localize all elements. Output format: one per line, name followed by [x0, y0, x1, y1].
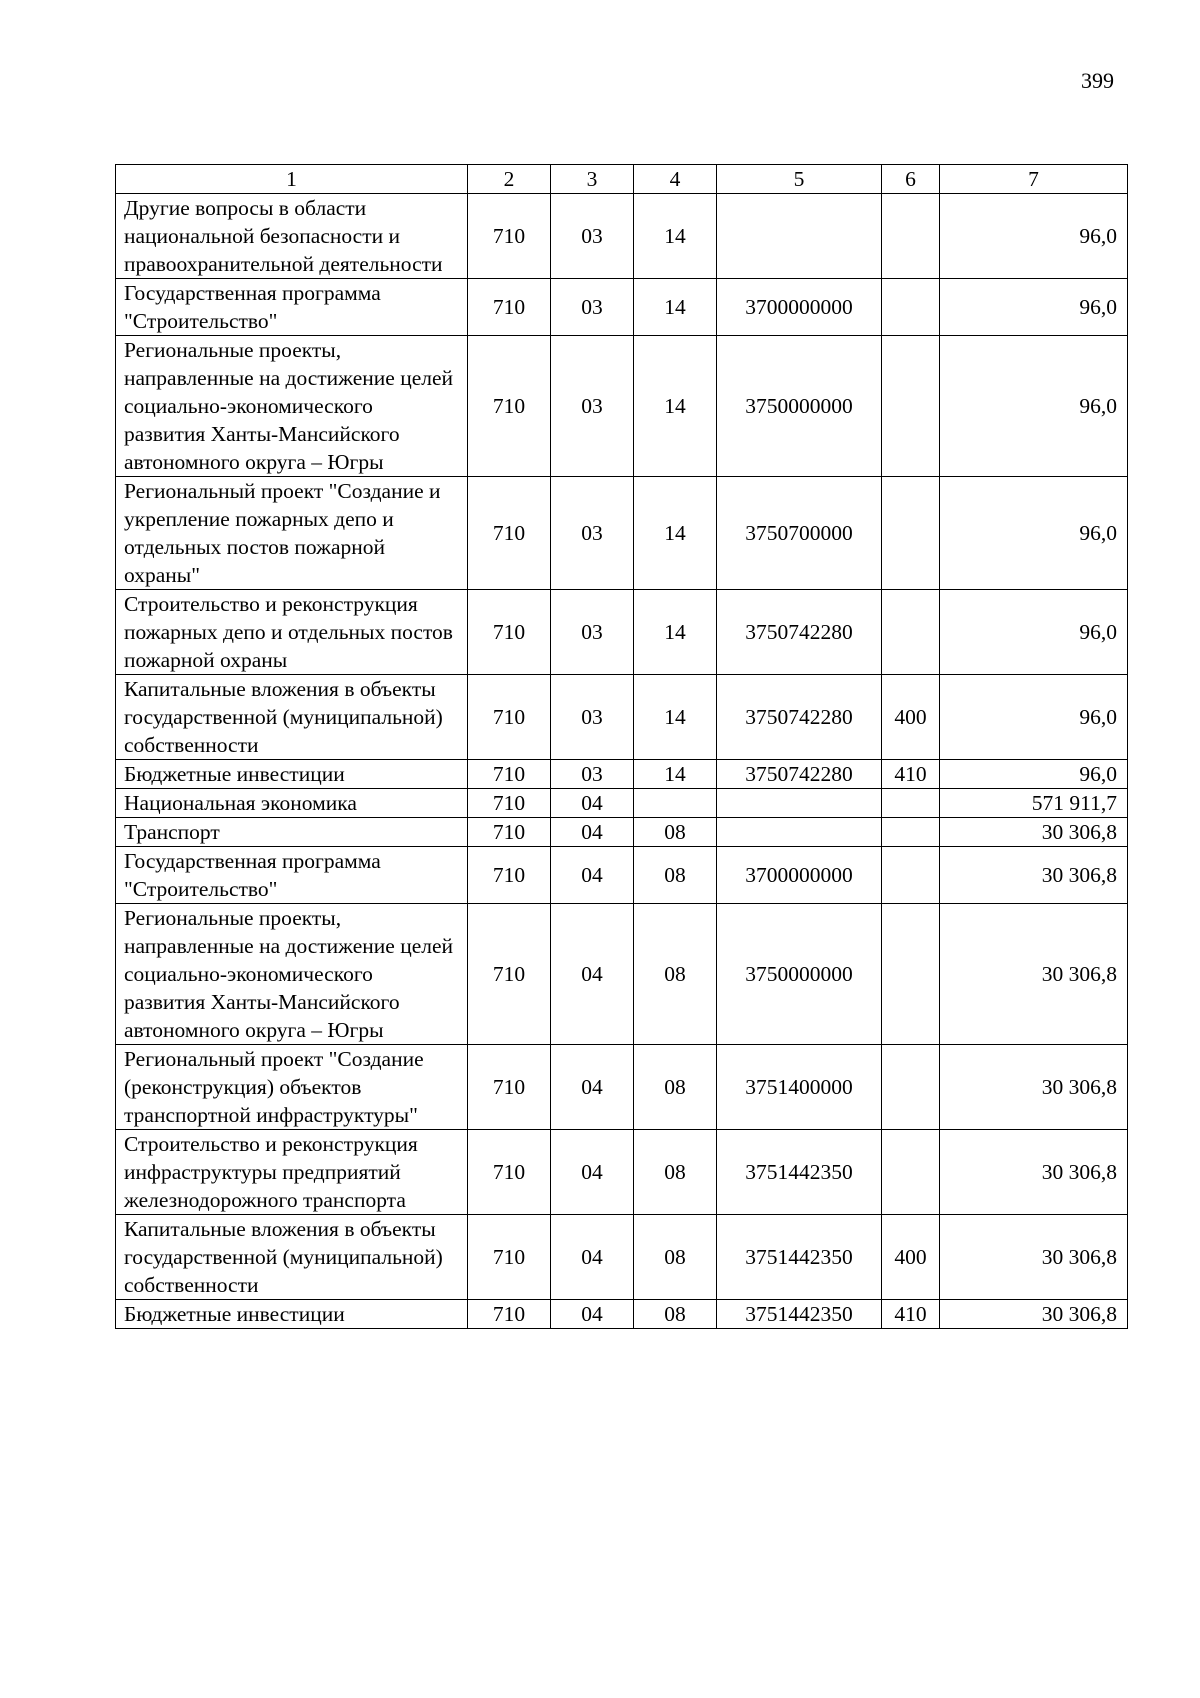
expense-type-cell: [882, 279, 940, 336]
subsection-cell: 08: [634, 904, 717, 1045]
amount-cell: 30 306,8: [940, 847, 1128, 904]
section-cell: 04: [551, 1130, 634, 1215]
amount-cell: 30 306,8: [940, 904, 1128, 1045]
amount-cell: 30 306,8: [940, 1045, 1128, 1130]
section-cell: 04: [551, 818, 634, 847]
expense-type-cell: 400: [882, 675, 940, 760]
target-article-cell: [717, 789, 882, 818]
row-name-cell: Бюджетные инвестиции: [116, 1300, 468, 1329]
subsection-cell: 14: [634, 590, 717, 675]
amount-cell: 30 306,8: [940, 1300, 1128, 1329]
section-cell: 03: [551, 279, 634, 336]
table-row: [116, 1130, 1128, 1215]
row-name-cell: Региональный проект "Создание и укрепление пожарных депо и отдельных постов пожарной охраны": [116, 477, 468, 590]
subsection-cell: 08: [634, 818, 717, 847]
table-row: [116, 904, 1128, 1045]
target-article-cell: 3750742280: [717, 590, 882, 675]
target-article-cell: 3750742280: [717, 760, 882, 789]
section-cell: 04: [551, 1045, 634, 1130]
chapter-cell: 710: [468, 904, 551, 1045]
row-name-cell: Бюджетные инвестиции: [116, 760, 468, 789]
subsection-cell: 08: [634, 847, 717, 904]
target-article-cell: [717, 194, 882, 279]
expense-type-cell: 410: [882, 760, 940, 789]
row-name-cell: Транспорт: [116, 818, 468, 847]
subsection-cell: 14: [634, 675, 717, 760]
table-row: [116, 477, 1128, 590]
amount-cell: 30 306,8: [940, 1215, 1128, 1300]
target-article-cell: 3700000000: [717, 847, 882, 904]
section-cell: 03: [551, 336, 634, 477]
row-name-cell: Строительство и реконструкция пожарных депо и отдельных постов пожарной охраны: [116, 590, 468, 675]
subsection-cell: 14: [634, 194, 717, 279]
header-row: [116, 165, 1128, 194]
chapter-cell: 710: [468, 1130, 551, 1215]
chapter-cell: 710: [468, 760, 551, 789]
expense-type-cell: [882, 904, 940, 1045]
table-row: [116, 760, 1128, 789]
chapter-cell: 710: [468, 1045, 551, 1130]
subsection-cell: [634, 789, 717, 818]
amount-cell: 96,0: [940, 477, 1128, 590]
column-header: 2: [468, 165, 551, 194]
expense-type-cell: [882, 818, 940, 847]
amount-cell: 96,0: [940, 279, 1128, 336]
table-body: [116, 194, 1128, 1329]
target-article-cell: 3750000000: [717, 904, 882, 1045]
chapter-cell: 710: [468, 847, 551, 904]
target-article-cell: 3700000000: [717, 279, 882, 336]
amount-cell: 96,0: [940, 336, 1128, 477]
row-name-cell: Региональный проект "Создание (реконструкция) объектов транспортной инфраструктуры": [116, 1045, 468, 1130]
chapter-cell: 710: [468, 279, 551, 336]
section-cell: 03: [551, 675, 634, 760]
expense-type-cell: 410: [882, 1300, 940, 1329]
amount-cell: 571 911,7: [940, 789, 1128, 818]
target-article-cell: 3751442350: [717, 1300, 882, 1329]
subsection-cell: 14: [634, 760, 717, 789]
chapter-cell: 710: [468, 1300, 551, 1329]
section-cell: 04: [551, 1215, 634, 1300]
target-article-cell: 3751442350: [717, 1215, 882, 1300]
column-header: 4: [634, 165, 717, 194]
column-header: 5: [717, 165, 882, 194]
table-row: [116, 590, 1128, 675]
target-article-cell: 3750000000: [717, 336, 882, 477]
table-row: [116, 336, 1128, 477]
target-article-cell: 3750742280: [717, 675, 882, 760]
row-name-cell: Региональные проекты, направленные на достижение целей социально-экономического развития Ханты-Мансийского автономного округа – Югры: [116, 336, 468, 477]
amount-cell: 30 306,8: [940, 818, 1128, 847]
chapter-cell: 710: [468, 590, 551, 675]
target-article-cell: 3750700000: [717, 477, 882, 590]
row-name-cell: Капитальные вложения в объекты государственной (муниципальной) собственности: [116, 675, 468, 760]
subsection-cell: 14: [634, 336, 717, 477]
budget-table: [115, 164, 1128, 1329]
subsection-cell: 08: [634, 1215, 717, 1300]
section-cell: 04: [551, 904, 634, 1045]
expense-type-cell: [882, 590, 940, 675]
expense-type-cell: [882, 1045, 940, 1130]
subsection-cell: 14: [634, 477, 717, 590]
section-cell: 04: [551, 1300, 634, 1329]
expense-type-cell: [882, 336, 940, 477]
amount-cell: 30 306,8: [940, 1130, 1128, 1215]
row-name-cell: Другие вопросы в области национальной безопасности и правоохранительной деятельности: [116, 194, 468, 279]
subsection-cell: 08: [634, 1045, 717, 1130]
chapter-cell: 710: [468, 675, 551, 760]
amount-cell: 96,0: [940, 590, 1128, 675]
section-cell: 03: [551, 477, 634, 590]
table-row: [116, 1045, 1128, 1130]
table-row: [116, 194, 1128, 279]
section-cell: 03: [551, 194, 634, 279]
chapter-cell: 710: [468, 818, 551, 847]
subsection-cell: 08: [634, 1300, 717, 1329]
chapter-cell: 710: [468, 477, 551, 590]
column-header: 6: [882, 165, 940, 194]
section-cell: 04: [551, 847, 634, 904]
amount-cell: 96,0: [940, 760, 1128, 789]
column-header: 3: [551, 165, 634, 194]
page-number: 399: [1081, 68, 1114, 93]
column-header: 1: [116, 165, 468, 194]
table-row: [116, 675, 1128, 760]
amount-cell: 96,0: [940, 675, 1128, 760]
expense-type-cell: [882, 847, 940, 904]
chapter-cell: 710: [468, 789, 551, 818]
chapter-cell: 710: [468, 194, 551, 279]
table-header: [116, 165, 1128, 194]
row-name-cell: Государственная программа "Строительство": [116, 847, 468, 904]
row-name-cell: Строительство и реконструкция инфраструктуры предприятий железнодорожного транспорта: [116, 1130, 468, 1215]
target-article-cell: 3751400000: [717, 1045, 882, 1130]
expense-type-cell: 400: [882, 1215, 940, 1300]
chapter-cell: 710: [468, 1215, 551, 1300]
table-row: [116, 279, 1128, 336]
target-article-cell: 3751442350: [717, 1130, 882, 1215]
subsection-cell: 14: [634, 279, 717, 336]
row-name-cell: Капитальные вложения в объекты государственной (муниципальной) собственности: [116, 1215, 468, 1300]
column-header: 7: [940, 165, 1128, 194]
expense-type-cell: [882, 477, 940, 590]
section-cell: 04: [551, 789, 634, 818]
table-row: [116, 1215, 1128, 1300]
expense-type-cell: [882, 194, 940, 279]
row-name-cell: Государственная программа "Строительство": [116, 279, 468, 336]
row-name-cell: Национальная экономика: [116, 789, 468, 818]
expense-type-cell: [882, 789, 940, 818]
subsection-cell: 08: [634, 1130, 717, 1215]
section-cell: 03: [551, 760, 634, 789]
target-article-cell: [717, 818, 882, 847]
table-row: [116, 847, 1128, 904]
table-row: [116, 818, 1128, 847]
section-cell: 03: [551, 590, 634, 675]
amount-cell: 96,0: [940, 194, 1128, 279]
table-row: [116, 789, 1128, 818]
chapter-cell: 710: [468, 336, 551, 477]
table-row: [116, 1300, 1128, 1329]
row-name-cell: Региональные проекты, направленные на достижение целей социально-экономического развития Ханты-Мансийского автономного округа – Югры: [116, 904, 468, 1045]
expense-type-cell: [882, 1130, 940, 1215]
